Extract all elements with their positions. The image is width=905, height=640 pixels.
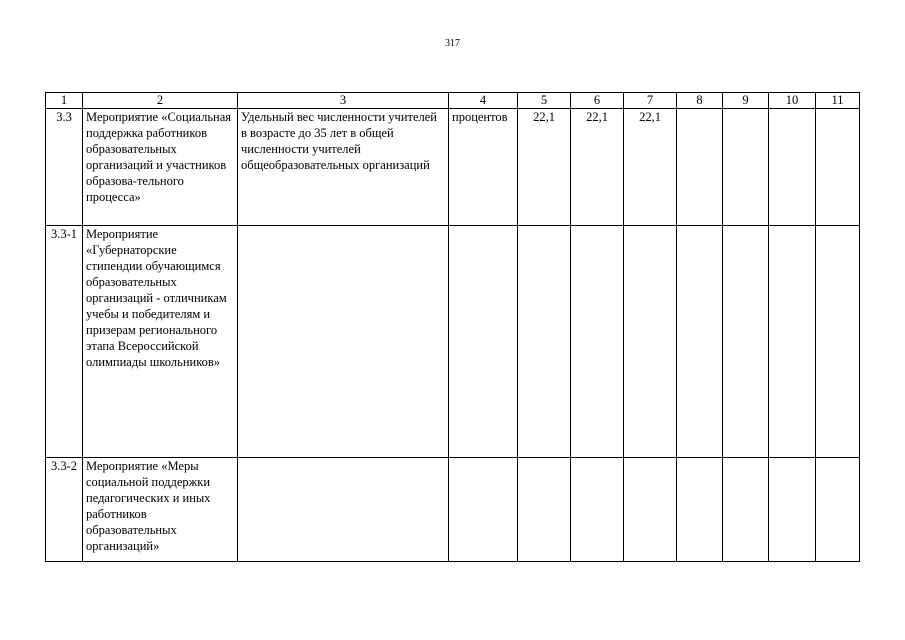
indicator-cell	[238, 226, 449, 458]
header-cell: 3	[238, 93, 449, 109]
event-name-cell: Мероприятие «Социальная поддержка работников образовательных организаций и участников образова-тельного процесса»	[83, 109, 238, 226]
row-number-cell: 3.3-1	[46, 226, 83, 458]
page-number: 317	[445, 38, 460, 49]
value-cell-10	[769, 109, 816, 226]
value-cell-8	[677, 226, 723, 458]
unit-cell	[449, 458, 518, 562]
table-row	[46, 226, 860, 458]
header-cell: 2	[83, 93, 238, 109]
value-cell-8	[677, 109, 723, 226]
value-cell-11	[816, 109, 860, 226]
event-name-cell: Мероприятие «Меры социальной поддержки педагогических и иных работников образовательных организаций»	[83, 458, 238, 562]
value-cell-7: 22,1	[624, 109, 677, 226]
unit-cell	[449, 226, 518, 458]
indicators-table	[45, 92, 860, 562]
header-row	[46, 93, 860, 109]
value-cell-6: 22,1	[571, 109, 624, 226]
header-cell: 11	[816, 93, 860, 109]
row-number-cell: 3.3-2	[46, 458, 83, 562]
value-cell-5	[518, 458, 571, 562]
value-cell-11	[816, 458, 860, 562]
header-cell: 5	[518, 93, 571, 109]
value-cell-6	[571, 226, 624, 458]
unit-cell: процентов	[449, 109, 518, 226]
header-cell: 10	[769, 93, 816, 109]
value-cell-11	[816, 226, 860, 458]
row-number-cell: 3.3	[46, 109, 83, 226]
header-cell: 1	[46, 93, 83, 109]
header-cell: 9	[723, 93, 769, 109]
header-cell: 7	[624, 93, 677, 109]
value-cell-5: 22,1	[518, 109, 571, 226]
value-cell-7	[624, 226, 677, 458]
value-cell-9	[723, 226, 769, 458]
value-cell-10	[769, 226, 816, 458]
value-cell-7	[624, 458, 677, 562]
value-cell-5	[518, 226, 571, 458]
value-cell-9	[723, 458, 769, 562]
value-cell-10	[769, 458, 816, 562]
table-row	[46, 458, 860, 562]
header-cell: 4	[449, 93, 518, 109]
header-cell: 6	[571, 93, 624, 109]
value-cell-6	[571, 458, 624, 562]
indicator-cell	[238, 458, 449, 562]
table-row	[46, 109, 860, 226]
value-cell-8	[677, 458, 723, 562]
header-cell: 8	[677, 93, 723, 109]
value-cell-9	[723, 109, 769, 226]
event-name-cell: Мероприятие «Губернаторские стипендии обучающимся образовательных организаций - отличникам учебы и победителям и призерам регионального этапа Всероссийской олимпиады школьников»	[83, 226, 238, 458]
indicator-cell: Удельный вес численности учителей в возрасте до 35 лет в общей численности учителей общеобразовательных организаций	[238, 109, 449, 226]
